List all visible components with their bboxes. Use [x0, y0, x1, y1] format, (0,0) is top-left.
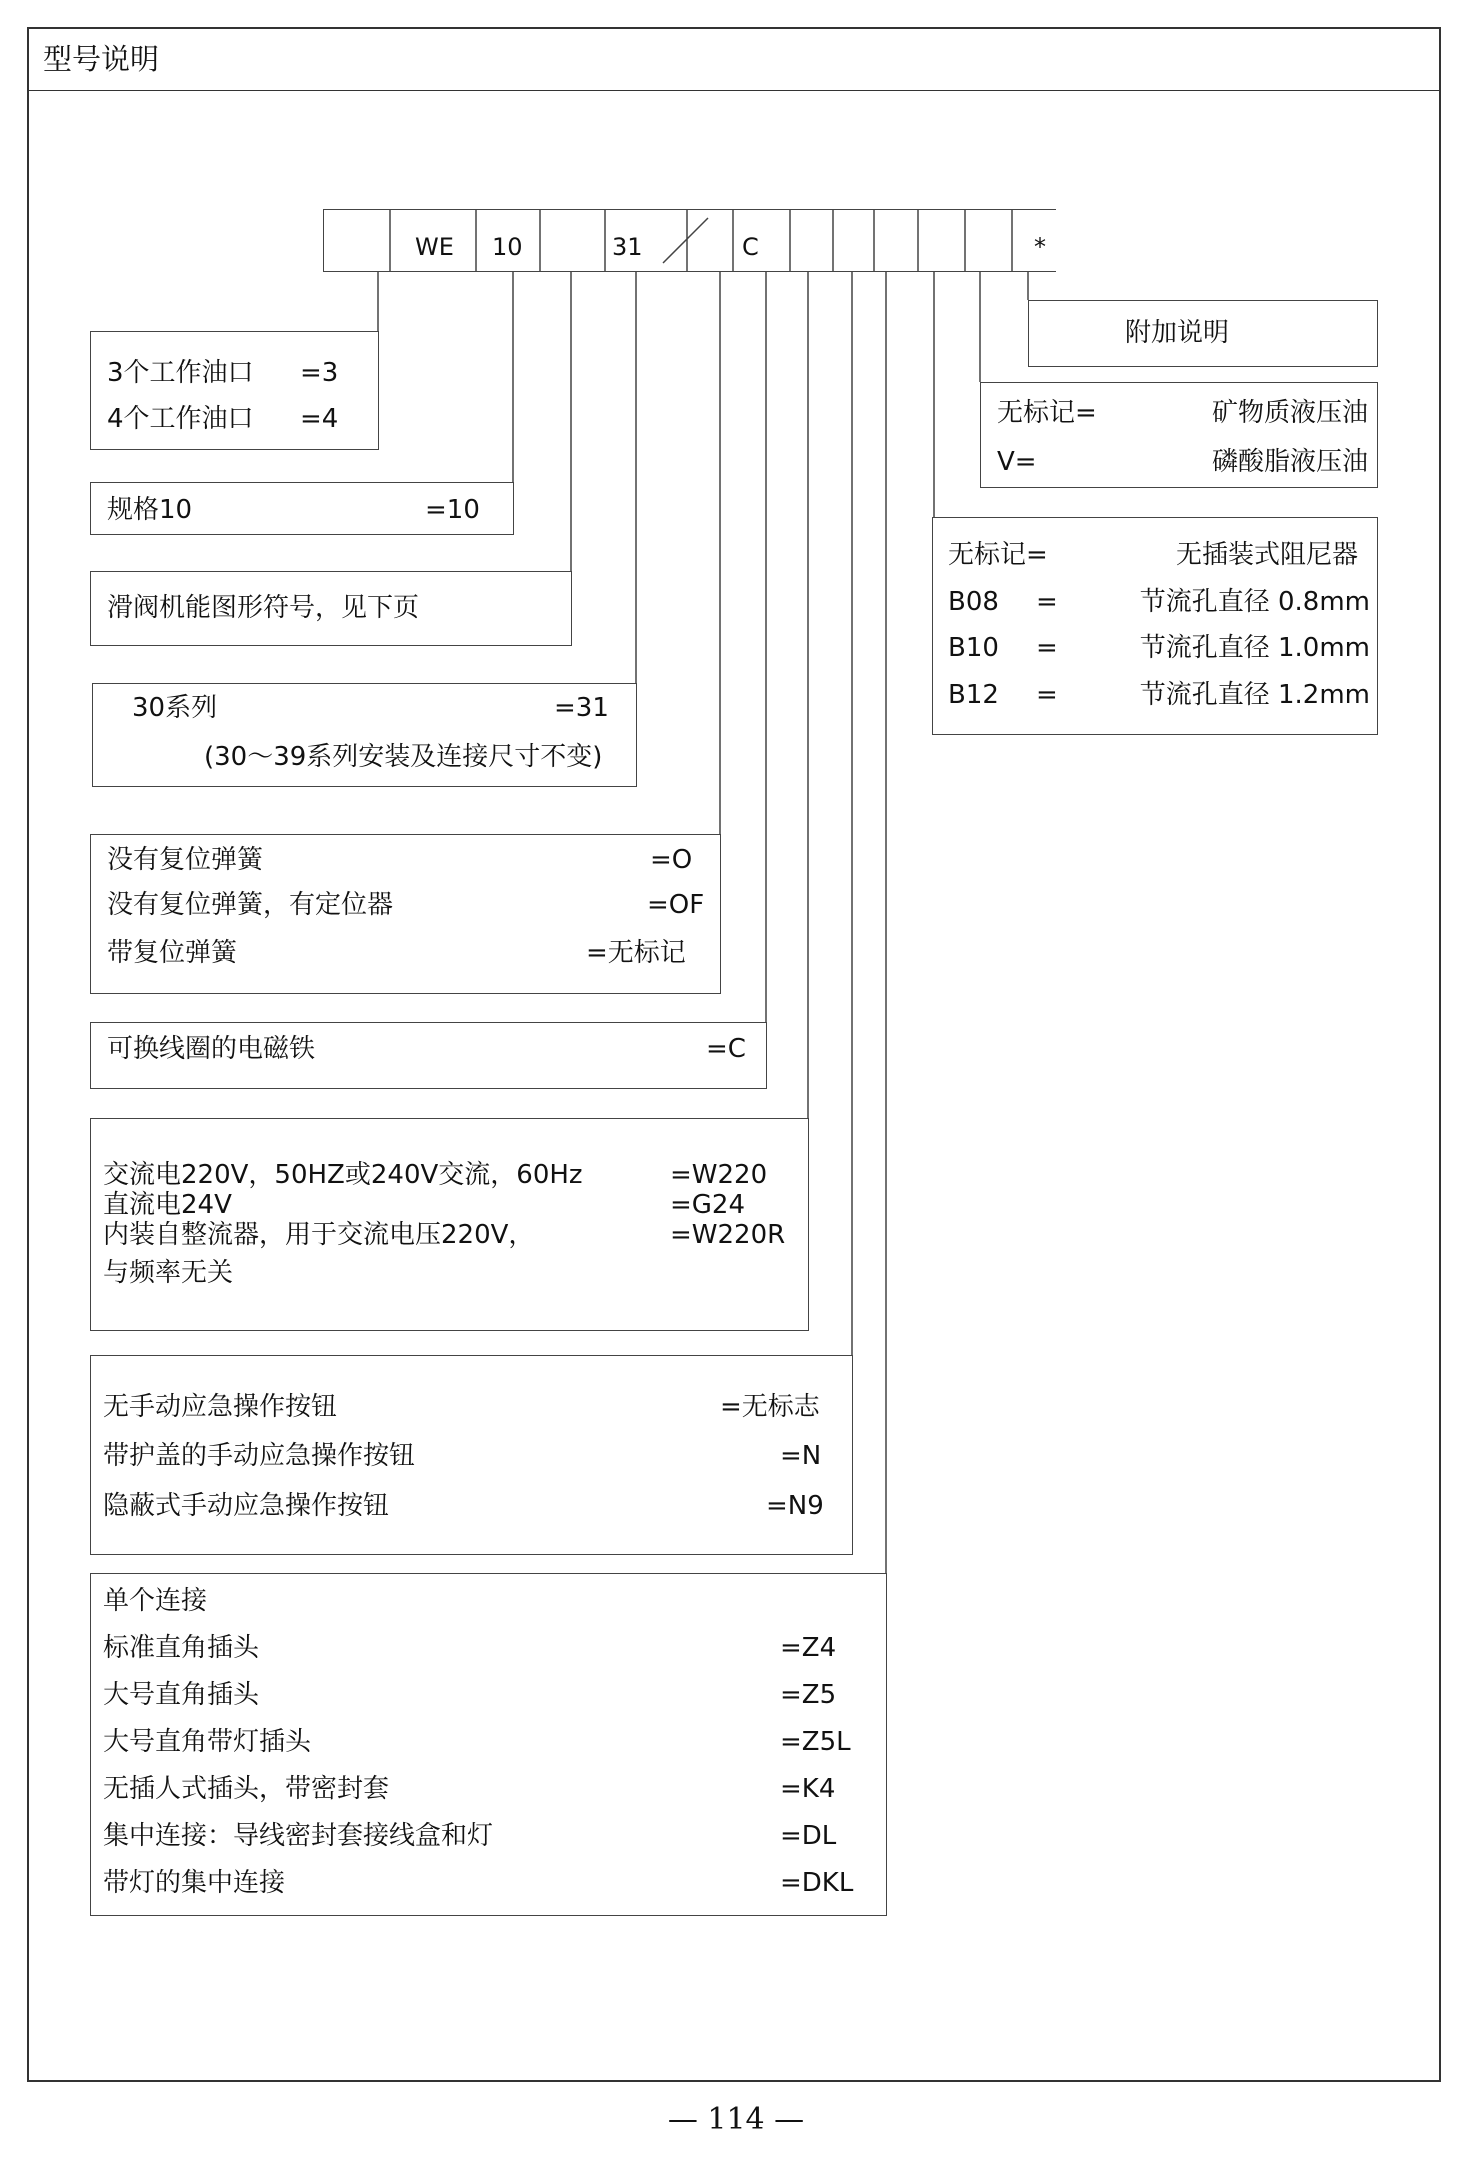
page-title: 型号说明: [43, 42, 160, 76]
connection-code: =Z5L: [780, 1727, 851, 1757]
damper-value: 节流孔直径 1.2mm: [1139, 680, 1370, 710]
connection-label: 大号直角插头: [103, 1680, 260, 1710]
solenoid-code: =C: [706, 1034, 746, 1064]
spring-code: =OF: [647, 890, 705, 920]
connection-code: =DKL: [780, 1868, 854, 1898]
ports-code: =4: [300, 404, 339, 434]
size-label: 规格10: [107, 495, 193, 525]
voltage-code: =W220: [670, 1160, 768, 1190]
connection-code: =Z5: [780, 1680, 837, 1710]
damper-eq: =: [1036, 680, 1058, 710]
ports-label: 4个工作油口: [107, 404, 254, 434]
spring-label: 没有复位弹簧，有定位器: [107, 890, 394, 920]
series-code: =31: [554, 693, 609, 723]
page-number: — 114 —: [667, 2102, 805, 2137]
fluid-key: V=: [997, 447, 1037, 477]
spring-label: 带复位弹簧: [107, 938, 238, 968]
damper-key: B10: [948, 633, 999, 663]
damper-key: 无标记=: [948, 540, 1048, 570]
connection-label: 带灯的集中连接: [103, 1868, 286, 1898]
connection-heading: 单个连接: [103, 1586, 208, 1616]
ports-label: 3个工作油口: [107, 358, 254, 388]
damper-value: 无插装式阻尼器: [1175, 540, 1358, 570]
manual-code: =无标志: [720, 1392, 820, 1422]
spring-code: =O: [650, 845, 693, 875]
fluid-value: 磷酸脂液压油: [1211, 447, 1368, 477]
connection-code: =K4: [780, 1774, 836, 1804]
voltage-label: 交流电220V，50HZ或240V交流，60Hz: [103, 1160, 583, 1190]
manual-label: 隐蔽式手动应急操作按钮: [103, 1491, 390, 1521]
manual-label: 带护盖的手动应急操作按钮: [103, 1441, 416, 1471]
connection-label: 标准直角插头: [103, 1633, 260, 1663]
code-cell-5: 31: [612, 233, 643, 261]
code-cell-13: *: [1034, 233, 1046, 261]
size-code: =10: [425, 495, 480, 525]
ports-code: =3: [300, 358, 339, 388]
fluid-value: 矿物质液压油: [1211, 398, 1368, 428]
additional-notes-label: 附加说明: [1125, 318, 1230, 348]
voltage-code: =G24: [670, 1190, 746, 1220]
damper-value: 节流孔直径 0.8mm: [1139, 587, 1370, 617]
series-note: (30～39系列安装及连接尺寸不变): [204, 742, 603, 772]
code-cell-3: 10: [492, 233, 523, 261]
voltage-label: 直流电24V: [103, 1190, 232, 1220]
voltage-code: =W220R: [670, 1220, 786, 1250]
series-label: 30系列: [132, 693, 218, 723]
damper-eq: =: [1036, 633, 1058, 663]
solenoid-label: 可换线圈的电磁铁: [107, 1034, 316, 1064]
damper-eq: =: [1036, 587, 1058, 617]
spool-label: 滑阀机能图形符号，见下页: [107, 593, 420, 623]
fluid-key: 无标记=: [997, 398, 1097, 428]
code-cell-2: WE: [415, 233, 454, 261]
damper-key: B08: [948, 587, 999, 617]
voltage-label: 内装自整流器，用于交流电压220V，: [103, 1220, 535, 1250]
damper-value: 节流孔直径 1.0mm: [1139, 633, 1370, 663]
voltage-label: 与频率无关: [103, 1258, 234, 1288]
connection-code: =Z4: [780, 1633, 837, 1663]
connection-code: =DL: [780, 1821, 837, 1851]
manual-code: =N9: [766, 1491, 824, 1521]
spring-code: =无标记: [586, 938, 686, 968]
manual-code: =N: [780, 1441, 822, 1471]
manual-label: 无手动应急操作按钮: [103, 1392, 338, 1422]
damper-key: B12: [948, 680, 999, 710]
code-cell-7: C: [742, 233, 759, 261]
spring-label: 没有复位弹簧: [107, 845, 264, 875]
connection-label: 集中连接：导线密封套接线盒和灯: [103, 1821, 494, 1851]
connection-label: 大号直角带灯插头: [103, 1727, 312, 1757]
connection-label: 无插人式插头，带密封套: [103, 1774, 390, 1804]
